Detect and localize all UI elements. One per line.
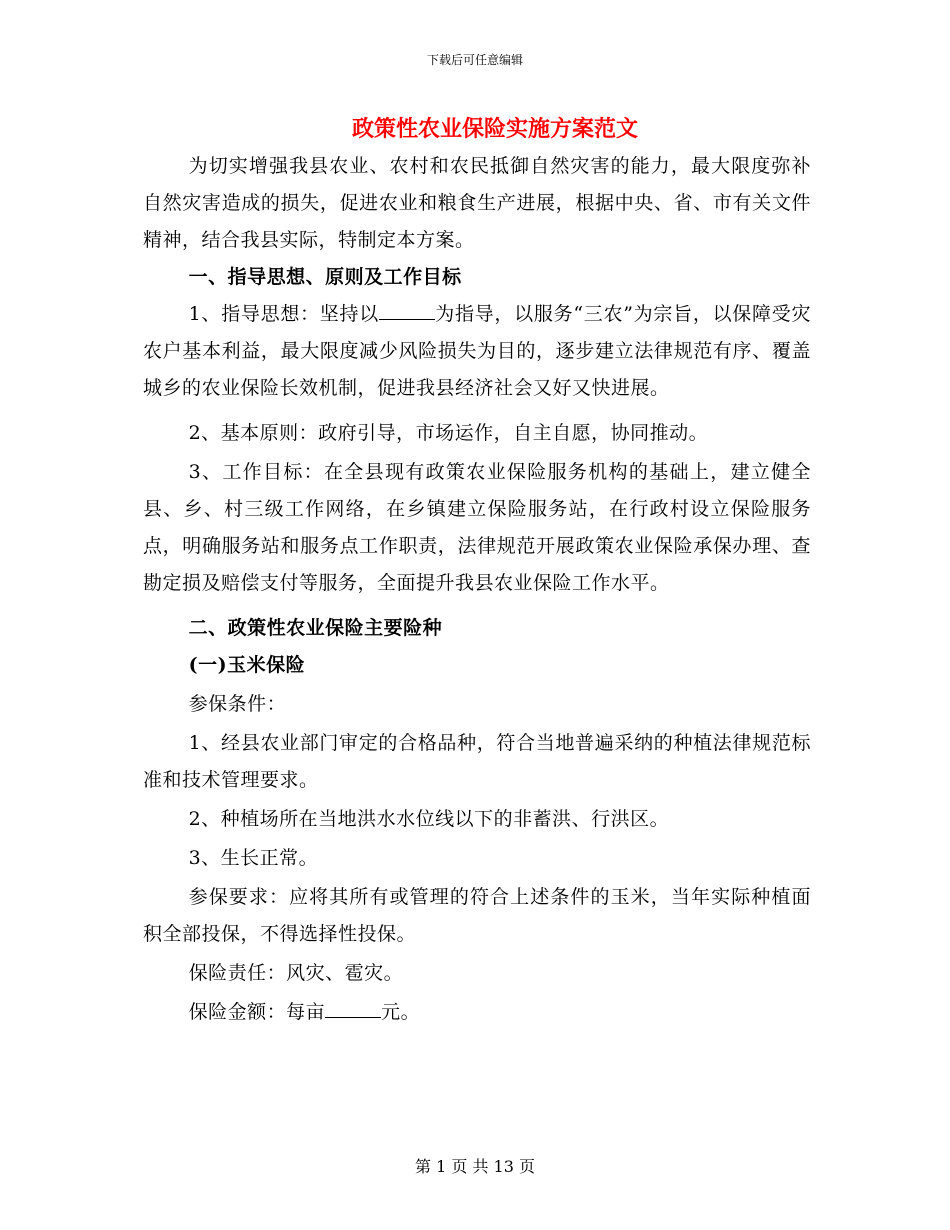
intro-paragraph: 为切实增强我县农业、农村和农民抵御自然灾害的能力，最大限度弥补自然灾害造成的损失，促进农业和粮食生产进展，根据中央、省、市有关文件精神，结合我县实际，特制定本方案。 [143,155,811,251]
page-header-note: 下载后可任意编辑 [426,53,523,67]
insurance-requirements-paragraph: 参保要求：应将其所有或管理的符合上述条件的玉米，当年实际种植面积全部投保，不得选择性投保。 [143,886,811,945]
insurance-amount-unit: 元。 [381,1001,421,1023]
basic-principles-paragraph: 2、基本原则：政府引导，市场运作，自主自愿，协同推动。 [188,422,709,444]
guiding-thought-paragraph [143,296,811,407]
insurance-amount-paragraph [143,994,811,1031]
section-heading-2: 二、政策性农业保险主要险种 [188,617,443,639]
fill-blank-line [325,1001,381,1018]
insurance-conditions-label: 参保条件： [188,693,287,715]
work-goals-paragraph: 3、工作目标：在全县现有政策农业保险服务机构的基础上，建立健全县、乡、村三级工作网络，在乡镇建立保险服务站，在行政村设立保险服务点，明确服务站和服务点工作职责，法律规范开展政策农业保险承保办理、查勘定损及赔偿支付等服务，全面提升我县农业保险工作水平。 [143,461,811,594]
guiding-thought-lead: 1、指导思想：坚持以 [188,303,379,325]
document-title: 政策性农业保险实施方案范文 [351,116,638,142]
subsection-heading-corn: (一)玉米保险 [188,654,306,676]
document-body [143,148,811,1031]
condition-item-2: 2、种植场所在当地洪水水位线以下的非蓄洪、行洪区。 [188,808,670,830]
page-footer-pagination: 第 1 页 共 13 页 [415,1157,535,1176]
condition-item-1: 1、经县农业部门审定的合格品种，符合当地普遍采纳的种植法律规范标准和技术管理要求。 [143,732,811,791]
fill-blank-line [379,303,435,320]
section-heading-1: 一、指导思想、原则及工作目标 [188,266,462,288]
insurance-amount-lead: 保险金额：每亩 [188,1001,326,1023]
condition-item-3: 3、生长正常。 [188,847,319,869]
insurance-liability-paragraph: 保险责任：风灾、雹灾。 [188,962,404,984]
guiding-thought-rest: 为指导，以服务“三农”为宗旨，以保障受灾农户基本利益，最大限度减少风险损失为目的，逐步建立法律规范有序、覆盖城乡的农业保险长效机制，促进我县经济社会又好又快进展。 [143,303,811,399]
